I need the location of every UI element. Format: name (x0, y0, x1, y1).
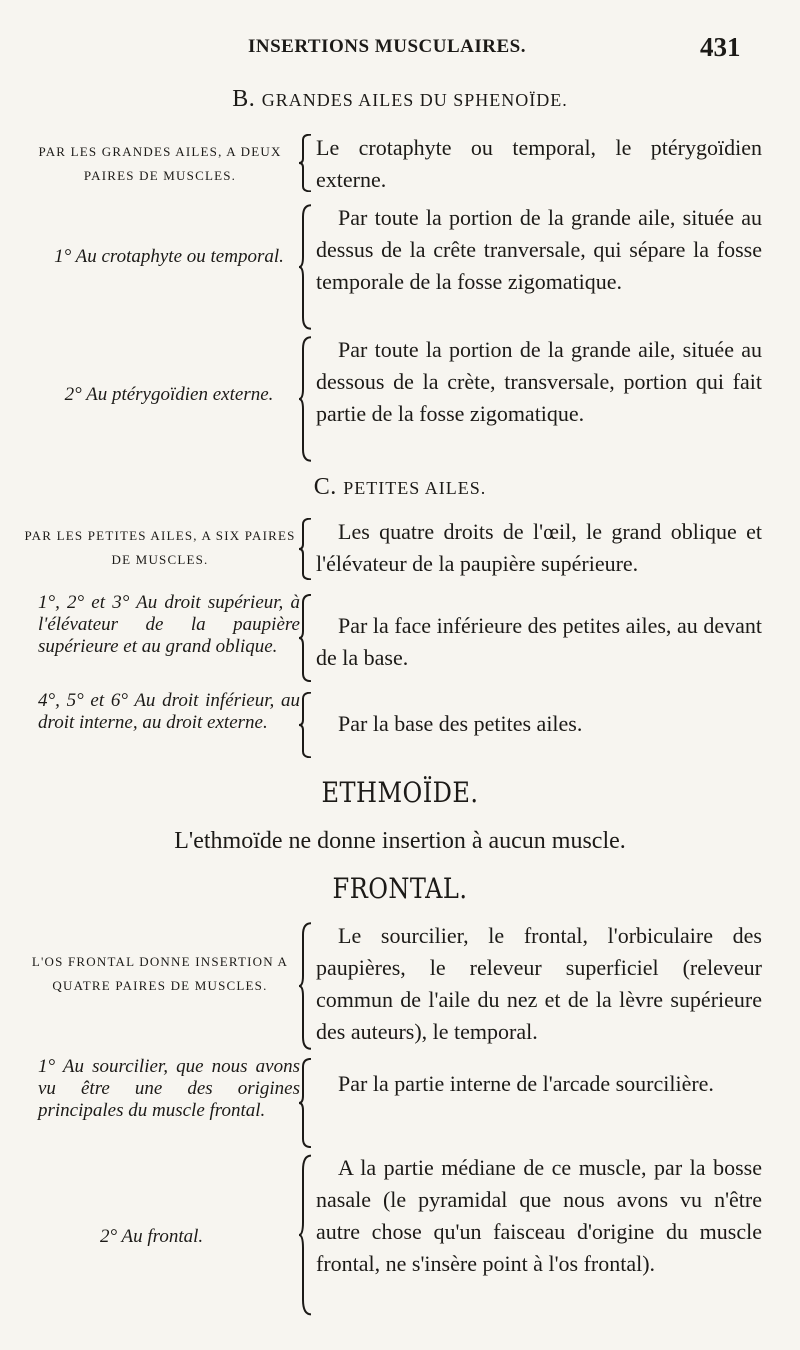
entry-text: A la partie médiane de ce muscle, par la bosse nasale (le pyramidal que nous avons vu n'être autre chose qu'un faisceau d'origine du muscle frontal, ne s'insère point à l'os frontal). (316, 1155, 762, 1276)
brace-icon (298, 134, 314, 192)
brace-icon (298, 692, 314, 758)
section-c-heading (0, 474, 800, 501)
entry-label: PAR LES PETITES AILES, A SIX PAIRES DE MUSCLES. (24, 528, 296, 567)
entry-text: Par la base des petites ailes. (338, 711, 583, 736)
brace-icon (298, 518, 314, 580)
brace-icon (298, 1154, 314, 1316)
section-c-title: PETITES AILES. (343, 478, 487, 498)
ethmoide-text: L'ethmoïde ne donne insertion à aucun muscle. (174, 828, 626, 854)
running-head (0, 32, 800, 66)
running-title: INSERTIONS MUSCULAIRES. (248, 36, 526, 57)
entry-text: Par toute la portion de la grande aile, située au dessous de la crète, transversale, portion qui fait partie de la fosse zigomatique. (316, 337, 762, 426)
frontal-summary (0, 920, 800, 1052)
section-b-summary (0, 132, 800, 194)
section-b-item-1 (0, 202, 800, 332)
entry-text: Par toute la portion de la grande aile, située au dessus de la crête tranversale, qui sépare la fosse temporale de la fosse zigomatique. (316, 205, 762, 294)
entry-label: L'OS FRONTAL DONNE INSERTION A QUATRE PAIRES DE MUSCLES. (31, 954, 289, 993)
entry-label: 1°, 2° et 3° Au droit supérieur, à l'élévateur de la paupière supérieure et au grand oblique. (38, 592, 300, 657)
section-b-title: GRANDES AILES DU SPHENOÏDE. (261, 90, 568, 110)
brace-icon (298, 204, 314, 330)
section-b-item-2 (0, 334, 800, 464)
entry-text: Les quatre droits de l'œil, le grand oblique et l'élévateur de la paupière supérieure. (316, 519, 762, 576)
frontal-item-1 (0, 1056, 800, 1150)
entry-label: 1° Au crotaphyte ou temporal. (54, 246, 284, 267)
page-number: 431 (700, 32, 741, 62)
frontal-item-2 (0, 1152, 800, 1318)
entry-label: PAR LES GRANDES AILES, A DEUX PAIRES DE MUSCLES. (38, 144, 282, 183)
entry-text: Par la partie interne de l'arcade sourcilière. (338, 1071, 714, 1096)
frontal-heading: FRONTAL. (332, 872, 468, 905)
brace-icon (298, 1058, 314, 1148)
entry-label: 2° Au ptérygoïdien externe. (64, 384, 274, 405)
section-c-letter: C. (313, 474, 337, 500)
entry-label: 2° Au frontal. (100, 1226, 204, 1247)
entry-label: 1° Au sourcilier, que nous avons vu être une des origines principales du muscle frontal. (38, 1056, 300, 1121)
section-c-summary (0, 516, 800, 582)
entry-text: Par la face inférieure des petites ailes, au devant de la base. (316, 613, 762, 670)
brace-icon (298, 922, 314, 1050)
entry-label: 4°, 5° et 6° Au droit inférieur, au droit interne, au droit externe. (38, 690, 300, 733)
entry-text: Le sourcilier, le frontal, l'orbiculaire des paupières, le releveur superficiel (releveur commun de l'aile du nez et de la lèvre supérieure des auteurs), le temporal. (316, 923, 762, 1044)
section-b-letter: B. (232, 86, 256, 112)
section-c-item-1 (0, 592, 800, 684)
brace-icon (298, 336, 314, 462)
entry-text: Le crotaphyte ou temporal, le ptérygoïdien externe. (316, 135, 762, 192)
section-c-item-2 (0, 690, 800, 760)
section-b-heading (0, 86, 800, 113)
ethmoide-heading: ETHMOÏDE. (321, 776, 479, 809)
brace-icon (298, 594, 314, 682)
